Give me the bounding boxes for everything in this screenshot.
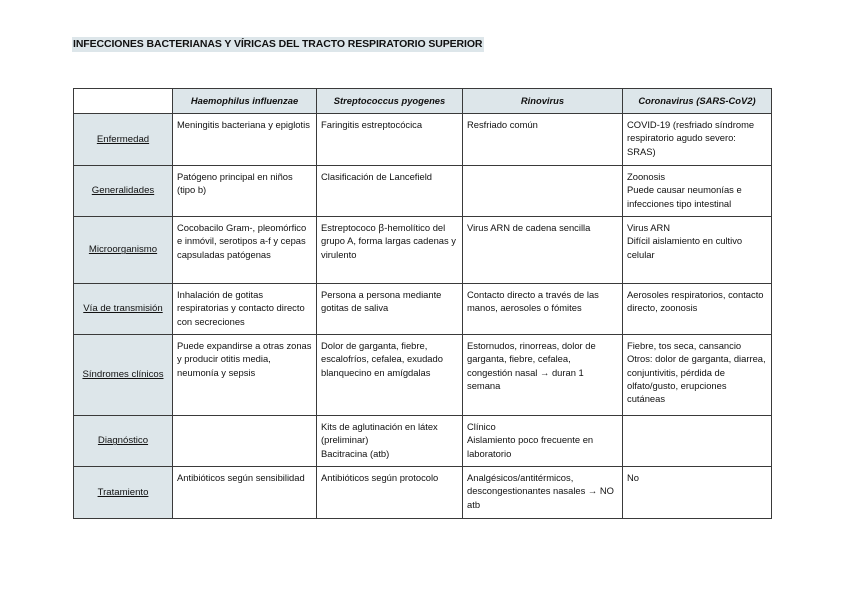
- row-header: Generalidades: [74, 166, 173, 217]
- table-row: [74, 166, 772, 217]
- cell-text: Clasificación de Lancefield: [321, 171, 433, 182]
- column-header: Haemophilus influenzae: [173, 89, 317, 114]
- cell-text: Puede causar neumonías e infecciones tipo intestinal: [627, 184, 742, 209]
- row-header: Tratamiento: [74, 467, 173, 519]
- table-row: [74, 217, 772, 284]
- cell-text: Bacitracina (atb): [321, 447, 390, 459]
- table-cell: [317, 467, 463, 519]
- table-cell: [173, 335, 317, 416]
- cell-text: Antibióticos según protocolo: [321, 472, 439, 483]
- cell-text: Antibióticos según sensibilidad: [177, 472, 305, 483]
- table-cell: [173, 467, 317, 519]
- table-cell: [623, 166, 772, 217]
- row-header: Diagnóstico: [74, 416, 173, 467]
- table-cell: [463, 166, 623, 217]
- row-header: Enfermedad: [74, 114, 173, 166]
- cell-text: Aerosoles respiratorios, contacto directo, zoonosis: [627, 289, 764, 314]
- cell-text: COVID-19 (resfriado síndrome respiratorio agudo severo: SRAS): [627, 119, 755, 157]
- cell-text: Analgésicos/antitérmicos, descongestionantes nasales → NO atb: [467, 472, 614, 510]
- table-row: [74, 114, 772, 166]
- table-body: [74, 114, 772, 519]
- infections-table: [73, 88, 772, 519]
- table-cell: [623, 335, 772, 416]
- cell-text: Patógeno principal en niños (tipo b): [177, 171, 293, 196]
- cell-text: Inhalación de gotitas respiratorias y contacto directo con secreciones: [177, 289, 305, 327]
- corner-cell: [74, 89, 173, 114]
- cell-text: Virus ARN: [627, 222, 671, 233]
- cell-text: Difícil aislamiento en cultivo celular: [627, 235, 743, 260]
- table-cell: [173, 166, 317, 217]
- table-cell: [623, 416, 772, 467]
- table-cell: [463, 467, 623, 519]
- table-cell: [173, 416, 317, 467]
- cell-text: Dolor de garganta, fiebre, escalofríos, cefalea, exudado blanquecino en amígdalas: [321, 340, 443, 378]
- table-cell: [317, 284, 463, 335]
- table-cell: [317, 114, 463, 166]
- table-row: [74, 335, 772, 416]
- column-header: Coronavirus (SARS-CoV2): [623, 89, 772, 114]
- table-row: [74, 467, 772, 519]
- cell-text: Zoonosis: [627, 171, 666, 182]
- table-cell: [317, 166, 463, 217]
- table-cell: [317, 416, 463, 467]
- cell-text: Estreptococo ꞵ-hemolítico del grupo A, forma largas cadenas y virulento: [321, 222, 456, 260]
- cell-text: Resfriado común: [467, 119, 538, 130]
- cell-text: Virus ARN de cadena sencilla: [467, 222, 591, 233]
- cell-text: Puede expandirse a otras zonas y producir otitis media, neumonía y sepsis: [177, 340, 312, 378]
- cell-text: No: [627, 472, 639, 483]
- cell-text: Otros: dolor de garganta, diarrea, conjuntivitis, pérdida de olfato/gusto, erupciones cutáneas: [627, 353, 766, 405]
- cell-text: Estornudos, rinorreas, dolor de garganta, fiebre, cefalea, congestión nasal → duran 1 semana: [467, 340, 596, 391]
- table-cell: [463, 284, 623, 335]
- table-row: [74, 416, 772, 467]
- table-cell: [317, 335, 463, 416]
- table-cell: [317, 217, 463, 284]
- header-row: [74, 89, 772, 114]
- row-header: Vía de transmisión: [74, 284, 173, 335]
- row-header: Microorganismo: [74, 217, 173, 284]
- table-cell: [463, 114, 623, 166]
- cell-text: Meningitis bacteriana y epiglotis: [177, 119, 310, 130]
- document-title: INFECCIONES BACTERIANAS Y VÍRICAS DEL TRACTO RESPIRATORIO SUPERIOR: [73, 38, 483, 50]
- table-cell: [173, 284, 317, 335]
- cell-text: Persona a persona mediante gotitas de saliva: [321, 289, 442, 314]
- table-cell: [463, 335, 623, 416]
- column-header: Streptococcus pyogenes: [317, 89, 463, 114]
- table-cell: [623, 284, 772, 335]
- cell-text: Fiebre, tos seca, cansancio: [627, 340, 742, 351]
- cell-text: Contacto directo a través de las manos, aerosoles o fómites: [467, 289, 599, 314]
- table-cell: [463, 416, 623, 467]
- table-cell: [623, 217, 772, 284]
- cell-text: Aislamiento poco frecuente en laboratorio: [467, 434, 594, 459]
- table-cell: [623, 114, 772, 166]
- table-cell: [173, 114, 317, 166]
- table-cell: [463, 217, 623, 284]
- cell-text: Faringitis estreptocócica: [321, 119, 423, 130]
- row-header: Síndromes clínicos: [74, 335, 173, 416]
- table-cell: [623, 467, 772, 519]
- cell-text: Clínico: [467, 421, 496, 432]
- cell-text: Cocobacilo Gram-, pleomórfico e inmóvil, serotipos a-f y cepas capsuladas patógenas: [177, 222, 307, 260]
- table-cell: [173, 217, 317, 284]
- column-header: Rinovirus: [463, 89, 623, 114]
- cell-text: Kits de aglutinación en látex (preliminar): [321, 421, 438, 446]
- table-row: [74, 284, 772, 335]
